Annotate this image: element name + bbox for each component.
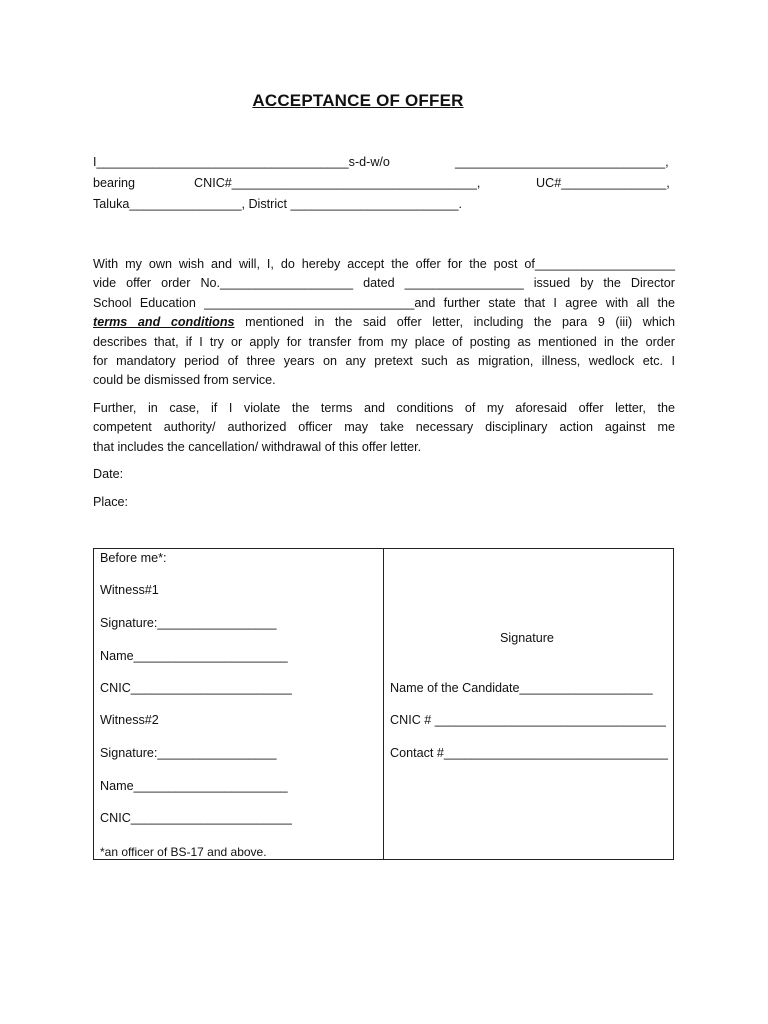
identity-cnic-field: CNIC#___________________________________, — [194, 176, 481, 190]
acceptance-line-7: could be dismissed from service. — [93, 373, 276, 388]
box-divider — [383, 549, 384, 859]
identity-bearing-label: bearing — [93, 176, 136, 190]
identity-taluka-district-field: Taluka________________, District ________________________. — [93, 197, 463, 211]
acceptance-line-4-rest: mentioned in the said offer letter, including the para 9 (iii) which — [234, 315, 675, 330]
witness-signature-box — [93, 548, 674, 860]
witness1-signature-field: Signature:_________________ — [100, 616, 277, 630]
acceptance-line-5: describes that, if I try or apply for transfer from my place of posting as mentioned in the order — [93, 334, 675, 349]
before-me-label: Before me*: — [100, 551, 167, 565]
candidate-cnic-field: CNIC # _________________________________ — [390, 713, 666, 727]
identity-uc-field: UC#_______________, — [536, 176, 670, 190]
witness2-name-field: Name______________________ — [100, 779, 288, 793]
date-label: Date: — [93, 467, 124, 481]
officer-footnote: *an officer of BS-17 and above. — [100, 845, 267, 859]
document-title: ACCEPTANCE OF OFFER — [252, 91, 464, 110]
violation-line-2: competent authority/ authorized officer may take necessary disciplinary action against me — [93, 420, 675, 435]
identity-parent-field: ______________________________, — [455, 155, 669, 169]
candidate-signature-label: Signature — [500, 631, 554, 645]
violation-paragraph — [93, 399, 675, 457]
witness2-cnic-field: CNIC_______________________ — [100, 811, 292, 825]
witness1-label: Witness#1 — [100, 583, 159, 597]
acceptance-paragraph — [93, 255, 675, 391]
violation-line-3: that includes the cancellation/ withdrawal of this offer letter. — [93, 439, 422, 454]
candidate-name-field: Name of the Candidate___________________ — [390, 681, 653, 695]
acceptance-line-4 — [93, 313, 675, 332]
witness2-signature-field: Signature:_________________ — [100, 746, 277, 760]
witness1-cnic-field: CNIC_______________________ — [100, 681, 292, 695]
place-label: Place: — [93, 495, 129, 509]
witness2-label: Witness#2 — [100, 713, 159, 727]
acceptance-line-3: School Education ______________________________and further state that I agree with all the — [93, 295, 675, 310]
identity-name-field: I____________________________________s-d-w/o — [93, 155, 390, 169]
witness1-name-field: Name______________________ — [100, 649, 288, 663]
acceptance-line-2: vide offer order No.___________________ dated _________________ issued by the Director — [93, 276, 675, 291]
violation-line-1: Further, in case, if I violate the terms and conditions of my aforesaid offer letter, the — [93, 401, 675, 415]
acceptance-line-1: With my own wish and will, I, do hereby accept the offer for the post of____________________ — [93, 257, 675, 271]
terms-and-conditions-emphasis: terms and conditions — [93, 315, 235, 330]
candidate-contact-field: Contact #________________________________ — [390, 746, 669, 760]
acceptance-line-6: for mandatory period of three years on any pretext such as migration, illness, wedlock etc. I — [93, 354, 675, 369]
